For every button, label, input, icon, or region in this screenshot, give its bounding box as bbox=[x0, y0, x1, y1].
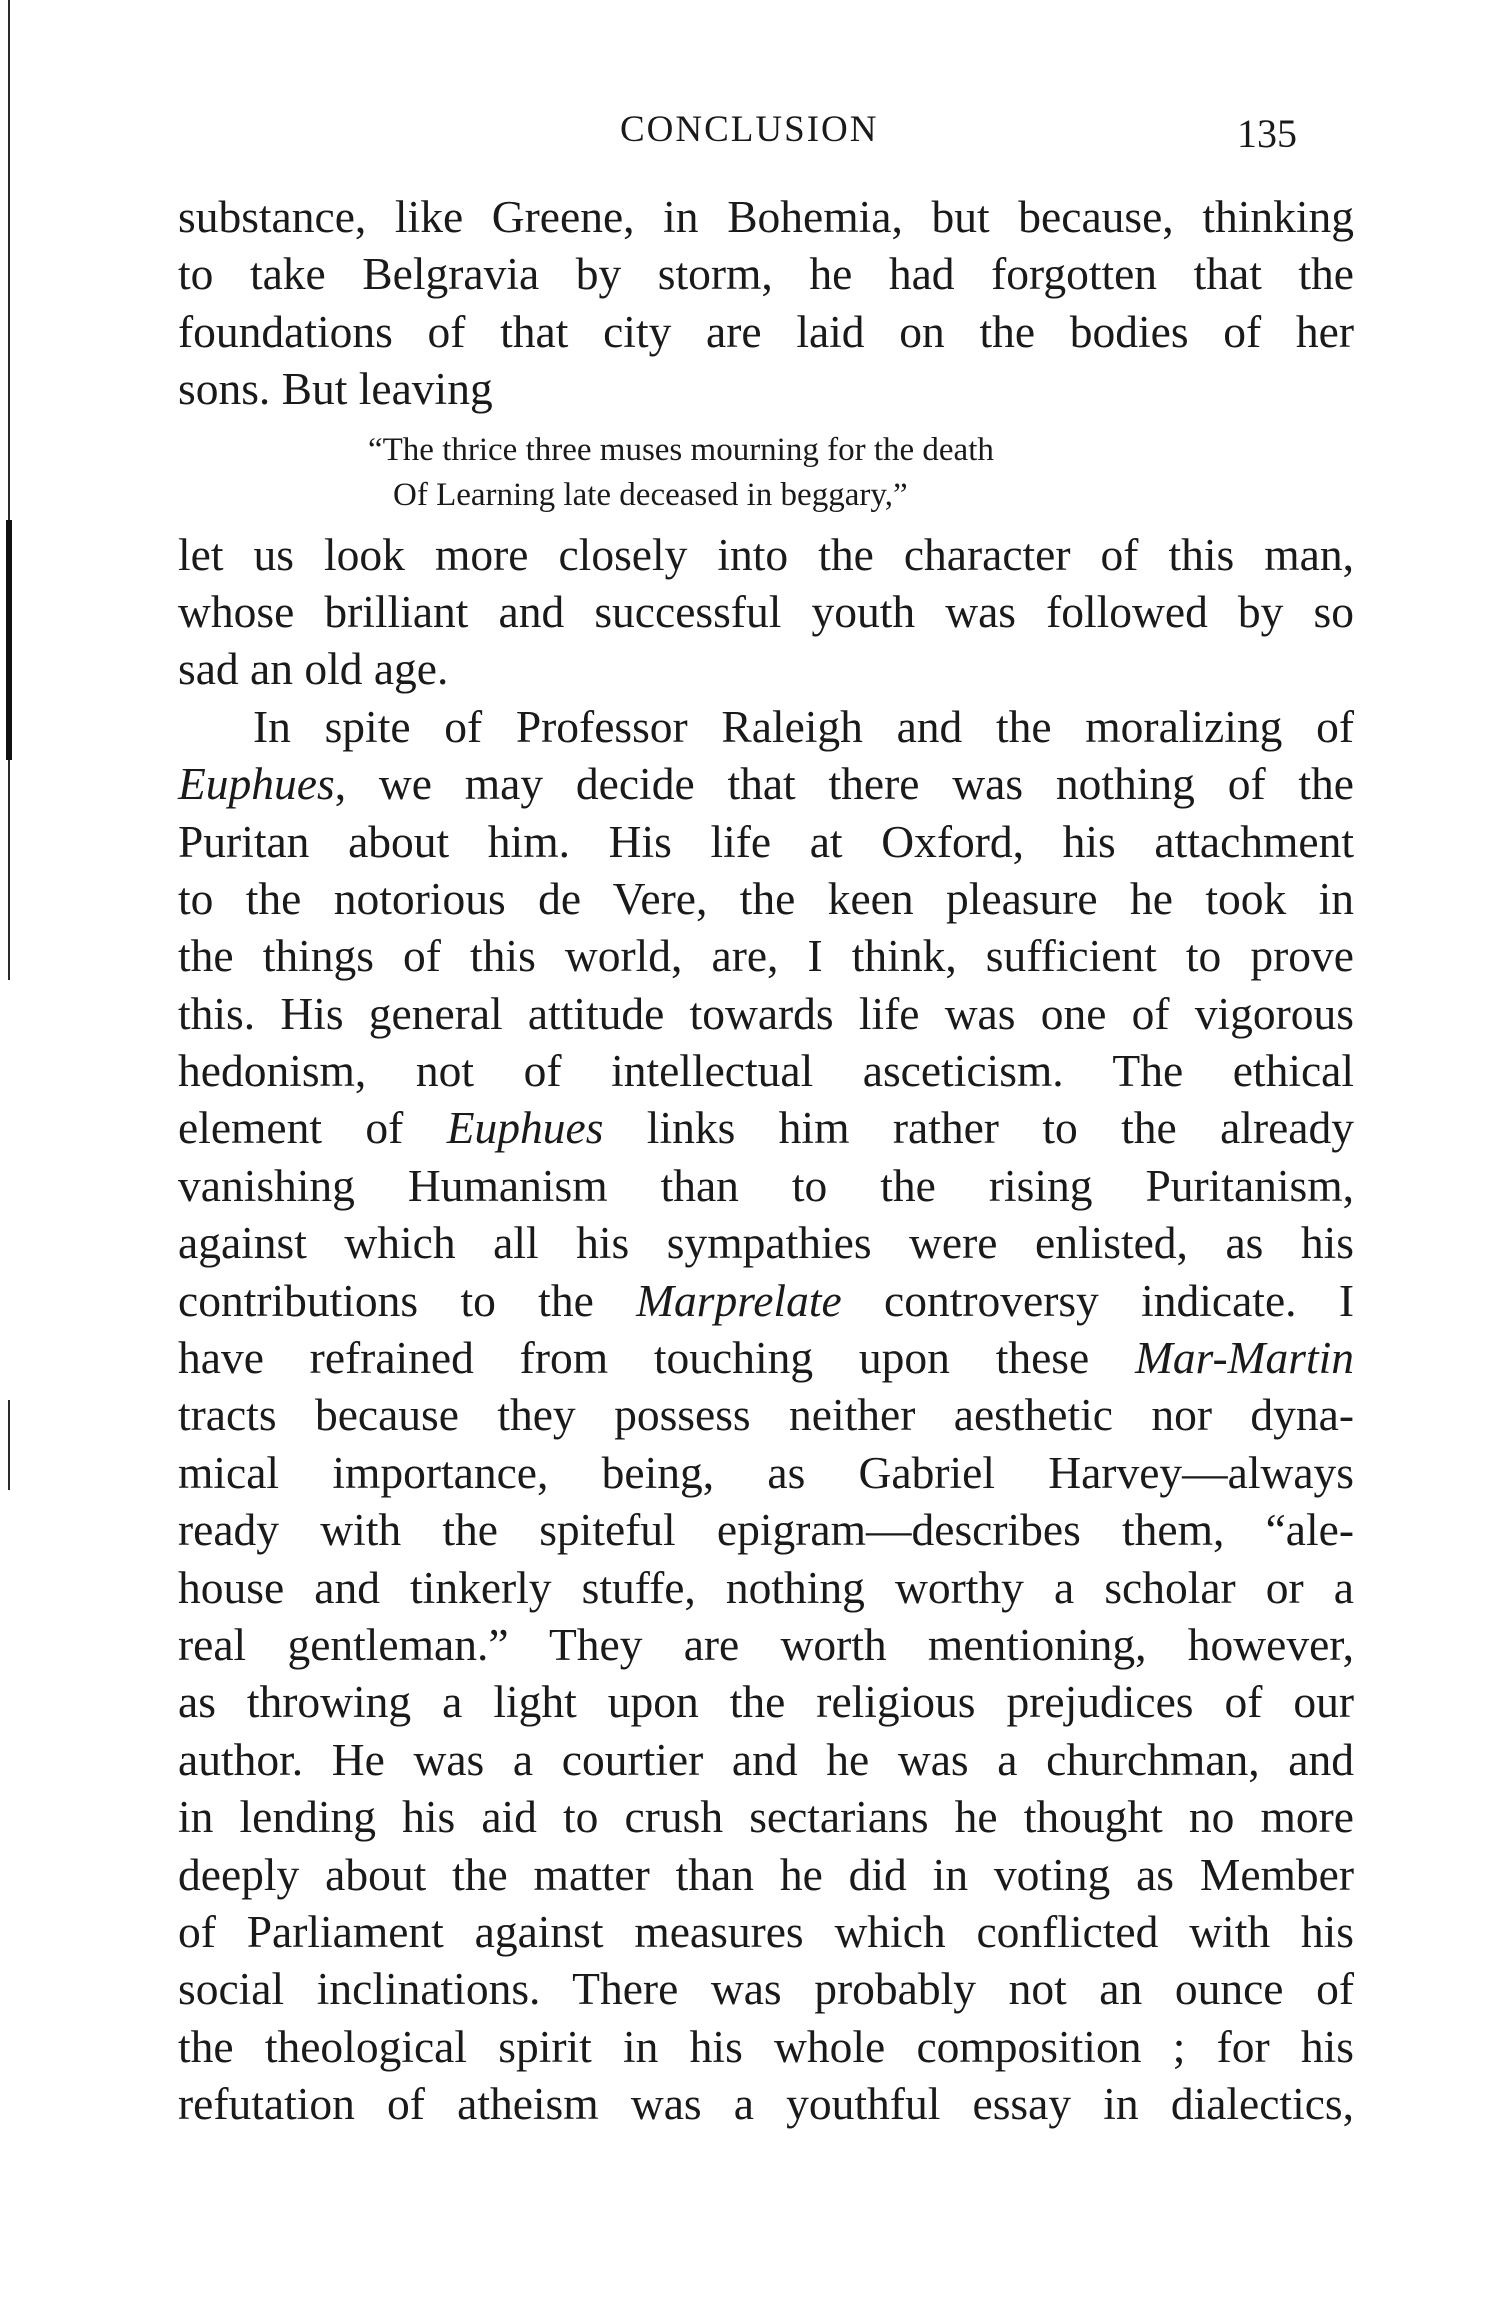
scan-edge-line bbox=[8, 0, 10, 520]
running-title: CONCLUSION bbox=[620, 109, 879, 150]
text-line: in lending his aid to crush sectarians he thought no more bbox=[178, 1791, 1354, 1843]
text-line: against which all his sympathies were enlisted, as his bbox=[178, 1217, 1354, 1269]
body-text bbox=[178, 188, 1354, 2133]
page-number: 135 bbox=[1237, 111, 1297, 156]
scan-edge-line bbox=[8, 760, 10, 980]
text-run: controversy indicate. I bbox=[841, 1274, 1354, 1326]
text-line: of Parliament against measures which conflicted with his bbox=[178, 1905, 1354, 1957]
text-line: deeply about the matter than he did in voting as Member bbox=[178, 1848, 1354, 1900]
text-run: contributions to the bbox=[178, 1274, 637, 1326]
verse-line: “The thrice three muses mourning for the death bbox=[368, 431, 994, 468]
text-line: sons. But leaving bbox=[178, 363, 493, 415]
verse-line: Of Learning late deceased in beggary,” bbox=[393, 476, 908, 513]
text-line: social inclinations. There was probably not an ounce of bbox=[178, 1963, 1354, 2015]
text-line: to the notorious de Vere, the keen pleasure he took in bbox=[178, 872, 1354, 924]
text-line: sad an old age. bbox=[178, 643, 449, 695]
italic-title: Euphues bbox=[446, 1102, 604, 1154]
running-head bbox=[0, 108, 1506, 168]
text-line: vanishing Humanism than to the rising Puritanism, bbox=[178, 1159, 1354, 1211]
text-line: whose brilliant and successful youth was followed by so bbox=[178, 585, 1354, 637]
scan-edge-line bbox=[8, 1400, 10, 1490]
text-run: element of bbox=[178, 1102, 447, 1154]
text-line: let us look more closely into the character of this man, bbox=[178, 528, 1354, 580]
text-line: this. His general attitude towards life was one of vigorous bbox=[178, 987, 1354, 1039]
italic-title: Euphues bbox=[178, 758, 335, 810]
text-line: author. He was a courtier and he was a churchman, and bbox=[178, 1733, 1354, 1785]
text-line: hedonism, not of intellectual asceticism. The ethical bbox=[178, 1045, 1354, 1097]
text-line bbox=[178, 755, 1354, 812]
text-line bbox=[178, 1099, 1354, 1156]
text-line bbox=[178, 1272, 1354, 1329]
text-line: house and tinkerly stuffe, nothing worthy a scholar or a bbox=[178, 1561, 1354, 1613]
text-line: foundations of that city are laid on the bodies of her bbox=[178, 305, 1354, 357]
scan-edge-line bbox=[6, 520, 12, 760]
text-line: tracts because they possess neither aesthetic nor dyna- bbox=[178, 1389, 1354, 1441]
text-line: refutation of atheism was a youthful essay in dialectics, bbox=[178, 2078, 1354, 2130]
text-line: the things of this world, are, I think, sufficient to prove bbox=[178, 930, 1354, 982]
text-line: substance, like Greene, in Bohemia, but because, thinking bbox=[178, 191, 1354, 242]
verse-quotation bbox=[178, 428, 1354, 518]
text-line: the theological spirit in his whole composition ; for his bbox=[178, 2020, 1354, 2072]
text-line: ready with the spiteful epigram—describes them, “ale- bbox=[178, 1504, 1354, 1556]
text-run: have refrained from touching upon these bbox=[178, 1332, 1135, 1384]
text-line bbox=[178, 1329, 1354, 1386]
italic-title: Mar-Martin bbox=[1135, 1332, 1354, 1384]
text-line: real gentleman.” They are worth mentioning, however, bbox=[178, 1618, 1354, 1670]
text-line: as throwing a light upon the religious prejudices of our bbox=[178, 1676, 1354, 1728]
text-line: Puritan about him. His life at Oxford, his attachment bbox=[178, 815, 1354, 867]
italic-title: Marprelate bbox=[636, 1274, 842, 1326]
text-line: mical importance, being, as Gabriel Harvey—always bbox=[178, 1446, 1354, 1498]
text-line: to take Belgravia by storm, he had forgotten that the bbox=[178, 248, 1354, 300]
text-line: In spite of Professor Raleigh and the moralizing of bbox=[253, 700, 1354, 752]
text-run: links him rather to the already bbox=[603, 1102, 1354, 1154]
text-run: , we may decide that there was nothing of the bbox=[334, 758, 1354, 810]
